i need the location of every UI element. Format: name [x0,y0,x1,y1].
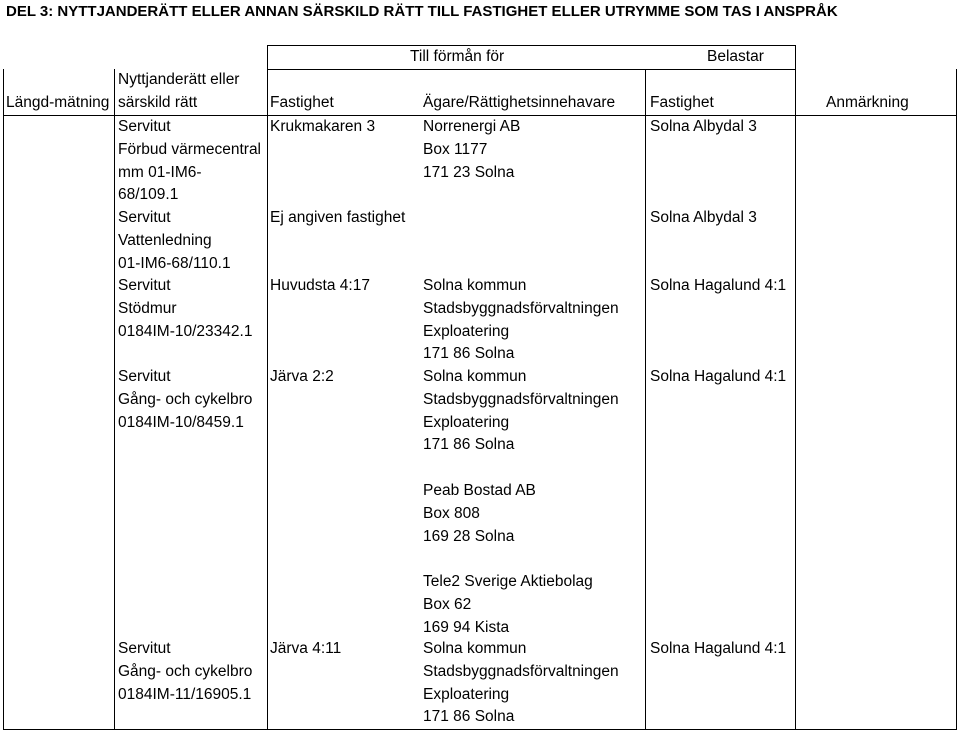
belastar-cell: Solna Albydal 3 [650,209,757,226]
belastar-cell: Solna Hagalund 4:1 [650,640,787,657]
right-cell: Servitut Gång- och cykelbro 0184IM-11/16905.1 [118,640,253,703]
owner-cell: Solna kommun Stadsbyggnadsförvaltningen Exploatering 171 86 Solna [423,640,619,726]
fastighet-cell: Krukmakaren 3 [270,118,376,135]
owner-cell: Norrenergi AB Box 1177 171 23 Solna [423,118,521,181]
right-cell: Servitut Vattenledning 01-IM6-68/110.1 [118,209,231,272]
owner-cell: Tele2 Sverige Aktiebolag Box 62 169 94 Kista [423,573,593,636]
fastighet-cell: Ej angiven fastighet [270,209,406,226]
right-cell: Servitut Förbud värmecentral mm 01-IM6- 68/109.1 [118,118,262,204]
header-nyttjanderatt: Nyttjanderätt eller särskild rätt [118,71,240,111]
header-belastar: Belastar [707,48,764,65]
belastar-cell: Solna Hagalund 4:1 [650,368,787,385]
header-till-forman-for: Till förmån för [410,48,505,65]
right-cell: Servitut Gång- och cykelbro 0184IM-10/8459.1 [118,368,253,431]
page-title: DEL 3: NYTTJANDERÄTT ELLER ANNAN SÄRSKILD RÄTT TILL FASTIGHET ELLER UTRYMME SOM TAS I ANSPRÅK [6,3,838,20]
owner-cell: Peab Bostad AB Box 808 169 28 Solna [423,482,536,545]
fastighet-cell: Huvudsta 4:17 [270,277,370,294]
header-langd-matning: Längd-mätning [6,94,110,111]
fastighet-cell: Järva 2:2 [270,368,334,385]
owner-cell: Solna kommun Stadsbyggnadsförvaltningen Exploatering 171 86 Solna [423,277,619,363]
right-cell: Servitut Stödmur 0184IM-10/23342.1 [118,277,253,340]
belastar-cell: Solna Hagalund 4:1 [650,277,787,294]
fastighet-cell: Järva 4:11 [270,640,342,657]
header-fastighet-forman: Fastighet [270,94,334,111]
owner-cell: Solna kommun Stadsbyggnadsförvaltningen Exploatering 171 86 Solna [423,368,619,454]
belastar-cell: Solna Albydal 3 [650,118,757,135]
header-fastighet-belastar: Fastighet [650,94,714,111]
header-agare: Ägare/Rättighetsinnehavare [423,94,616,111]
header-anmarkning: Anmärkning [826,94,909,111]
